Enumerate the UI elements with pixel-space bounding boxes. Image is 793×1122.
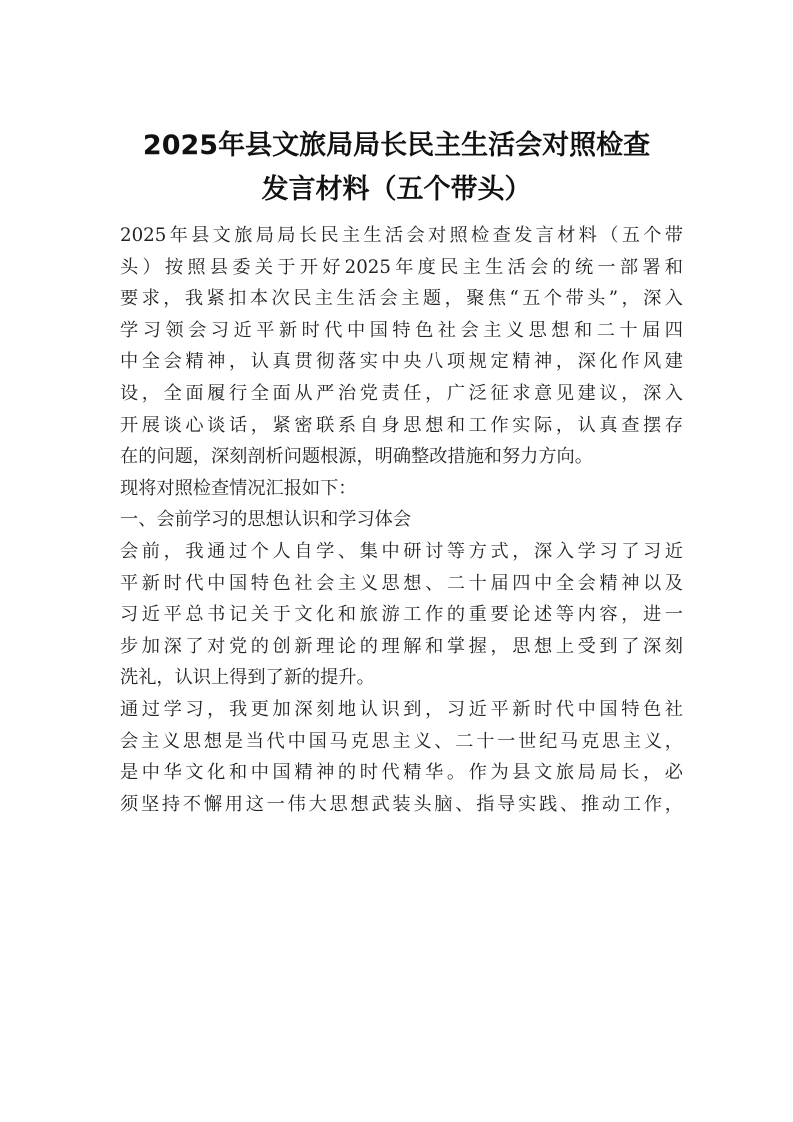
body-line-8: 在的问题，深刻剖析问题根源，明确整改措施和努力方向。 — [120, 446, 593, 468]
body-line-11: 会前，我通过个人自学、集中研讨等方式，深入学习了习近 — [120, 540, 683, 562]
body-line-14: 步加深了对党的创新理论的理解和掌握，思想上受到了深刻 — [120, 635, 683, 657]
body-line-12: 平新时代中国特色社会主义思想、二十届四中全会精神以及 — [120, 572, 683, 594]
body-line-13: 习近平总书记关于文化和旅游工作的重要论述等内容，进一 — [120, 604, 683, 626]
document-title-line-1: 2025年县文旅局局长民主生活会对照检查 — [142, 130, 651, 161]
body-line-16: 通过学习，我更加深刻地认识到，习近平新时代中国特色社 — [120, 698, 683, 720]
body-line-2: 头）按照县委关于开好2025年度民主生活会的统一部署和 — [120, 256, 683, 278]
body-line-17: 会主义思想是当代中国马克思主义、二十一世纪马克思主义， — [120, 730, 683, 752]
body-line-18: 是中华文化和中国精神的时代精华。作为县文旅局局长，必 — [120, 762, 683, 784]
body-line-6: 设，全面履行全面从严治党责任，广泛征求意见建议，深入 — [120, 382, 683, 404]
body-line-9: 现将对照检查情况汇报如下： — [120, 477, 357, 499]
section-heading-1: 一、会前学习的思想认识和学习体会 — [120, 509, 412, 531]
document-title-line-2: 发言材料（五个带头） — [261, 174, 532, 205]
document-body — [120, 220, 683, 820]
body-line-5: 中全会精神，认真贯彻落实中央八项规定精神，深化作风建 — [120, 351, 683, 373]
body-line-3: 要求，我紧扣本次民主生活会主题，聚焦“五个带头”，深入 — [120, 288, 683, 310]
body-line-19: 须坚持不懈用这一伟大思想武装头脑、指导实践、推动工作， — [120, 793, 683, 815]
body-line-4: 学习领会习近平新时代中国特色社会主义思想和二十届四 — [120, 319, 683, 341]
body-line-1: 2025年县文旅局局长民主生活会对照检查发言材料（五个带 — [120, 225, 683, 246]
body-line-7: 开展谈心谈话，紧密联系自身思想和工作实际，认真查摆存 — [120, 414, 683, 436]
body-line-15: 洗礼，认识上得到了新的提升。 — [120, 667, 375, 689]
